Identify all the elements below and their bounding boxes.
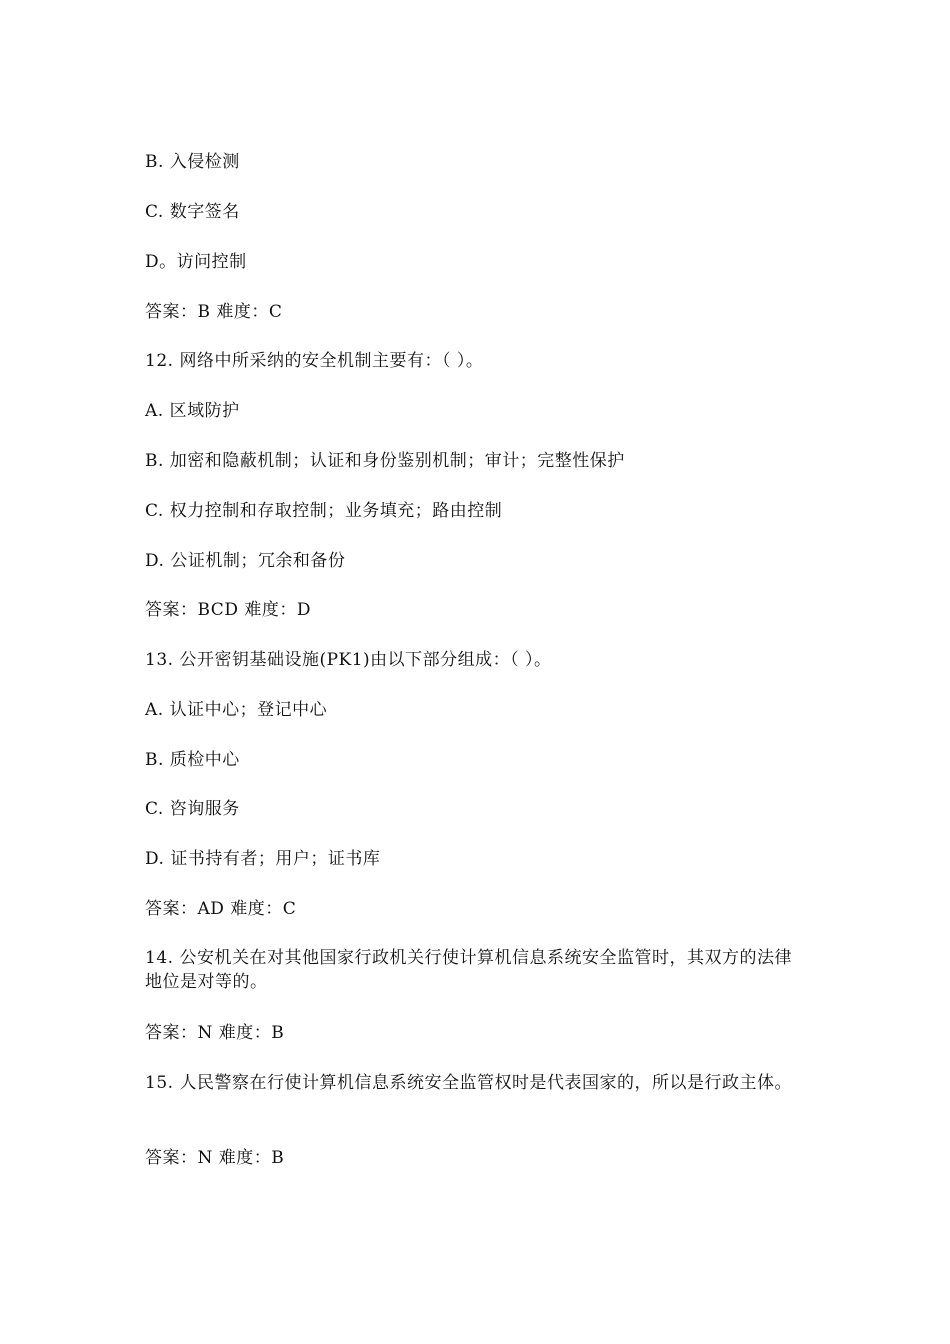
option-d-line: D. 证书持有者；用户；证书库: [145, 849, 381, 869]
answer-line: 答案：AD 难度：C: [145, 899, 297, 919]
option-c-line: C. 咨询服务: [145, 799, 240, 819]
answer-line: 答案：BCD 难度：D: [145, 600, 311, 620]
answer-line: 答案：N 难度：B: [145, 1148, 285, 1168]
option-d-line: D. 公证机制；冗余和备份: [145, 551, 346, 571]
option-b-line: B. 加密和隐蔽机制；认证和身份鉴别机制；审计；完整性保护: [145, 451, 625, 471]
option-d-line: D。访问控制: [145, 252, 247, 272]
option-b-line: B. 入侵检测: [145, 152, 240, 172]
option-a-line: A. 认证中心；登记中心: [145, 700, 328, 720]
question-15: 15. 人民警察在行使计算机信息系统安全监管权时是代表国家的，所以是行政主体。: [145, 1073, 792, 1093]
answer-line: 答案：B 难度：C: [145, 302, 283, 322]
option-b-line: B. 质检中心: [145, 750, 240, 770]
option-c-line: C. 权力控制和存取控制；业务填充；路由控制: [145, 501, 503, 521]
answer-line: 答案：N 难度：B: [145, 1023, 285, 1043]
question-13: 13. 公开密钥基础设施(PK1)由以下部分组成：（ ）。: [145, 650, 552, 670]
question-14: 14. 公安机关在对其他国家行政机关行使计算机信息系统安全监管时，其双方的法律地位是对等的。: [145, 948, 792, 992]
option-c-line: C. 数字签名: [145, 202, 240, 222]
question-12: 12. 网络中所采纳的安全机制主要有：（ ）。: [145, 351, 484, 371]
option-a-line: A. 区域防护: [145, 401, 240, 421]
